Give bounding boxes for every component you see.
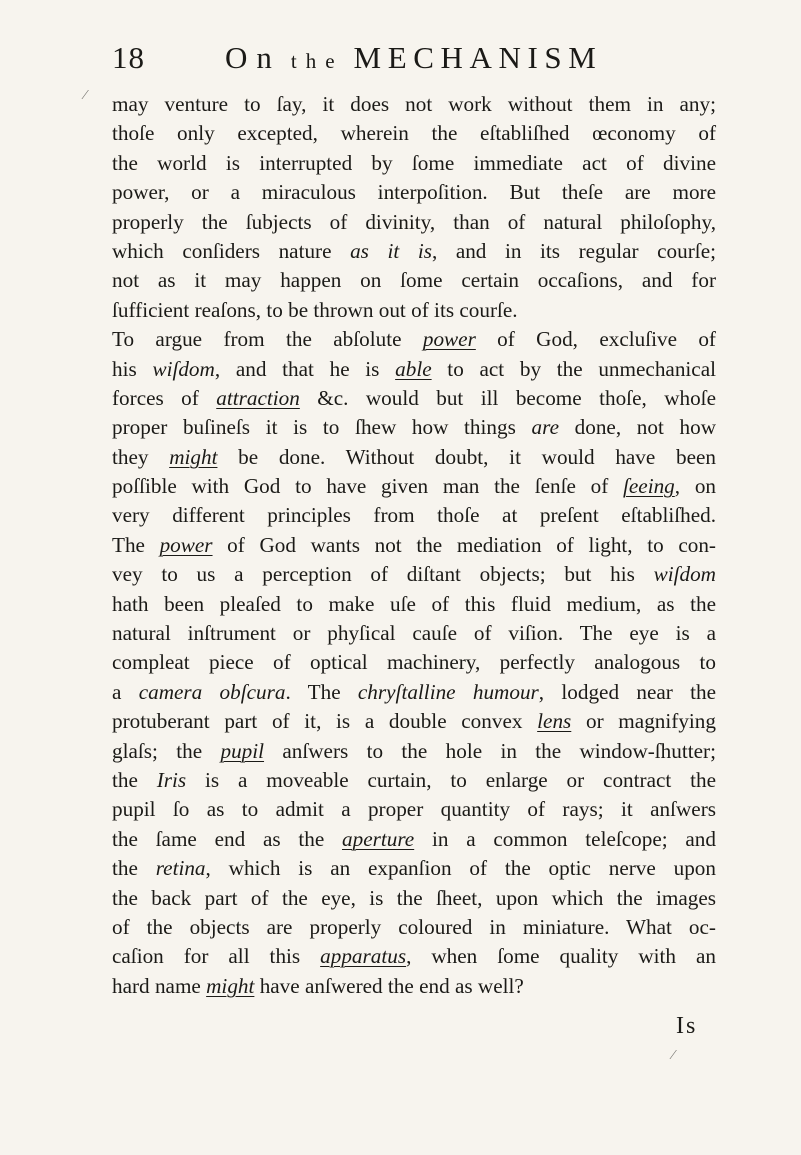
italic-phrase: wiſdom (152, 356, 215, 381)
italic-phrase: might (169, 444, 218, 469)
text-run: proper buſineſs it is to ſhew how things (112, 415, 532, 440)
text-run: the (112, 767, 157, 792)
page-header (112, 38, 712, 78)
text-run: poſſible with God to have given man the ſenſe of (112, 474, 623, 499)
text-line (112, 472, 716, 501)
text-run: , which is an expanſion of the optic nerve upon (205, 856, 716, 881)
text-line (112, 119, 716, 148)
text-line (112, 266, 716, 295)
italic-phrase: apparatus (320, 944, 407, 969)
text-line (112, 531, 716, 560)
italic-phrase: are (531, 415, 559, 440)
running-head-the: the (290, 49, 344, 73)
text-run: . The (285, 679, 358, 704)
italic-phrase: pupil (220, 738, 265, 763)
text-run: a (112, 679, 139, 704)
text-run: the back part of the eye, is the ſheet, upon which the images (112, 885, 716, 910)
text-line (112, 619, 716, 648)
text-run: the world is interrupted by ſome immediate act of divine (112, 150, 716, 175)
italic-phrase: power (422, 327, 476, 352)
text-run: of God, excluſive of (475, 327, 716, 352)
text-run: have anſwered the end as well? (254, 973, 524, 998)
text-run: thoſe only excepted, wherein the eſtabliſhed œconomy of (112, 121, 716, 146)
italic-phrase: Iris (156, 767, 187, 792)
text-run: his (112, 356, 153, 381)
running-head-mechanism: MECHANISM (353, 40, 603, 75)
text-line (112, 296, 716, 325)
text-line (112, 972, 716, 1001)
text-line (112, 355, 716, 384)
text-run: may venture to ſay, it does not work without them in any; (112, 92, 716, 116)
text-run: properly the ſubjects of divinity, than of natural philoſophy, (112, 209, 716, 234)
text-run: anſwers to the hole in the window-ſhutter; (264, 738, 716, 763)
text-line (112, 208, 716, 237)
text-run: To argue from the abſolute (112, 327, 423, 352)
text-run: caſion for all this (112, 944, 321, 969)
text-run: natural inſtrument or phyſical cauſe of viſion. The eye is a (112, 621, 716, 646)
text-run: is a moveable curtain, to enlarge or contract the (186, 767, 716, 792)
text-run: &c. would but ill become thoſe, whoſe (299, 385, 716, 410)
text-line (112, 443, 716, 472)
text-run: to act by the unmechanical (431, 356, 716, 381)
italic-phrase: attraction (216, 385, 300, 410)
page-number: 18 (112, 40, 145, 75)
italic-phrase: power (159, 532, 213, 557)
text-line (112, 766, 716, 795)
italic-phrase: able (395, 356, 432, 381)
text-run: power, or a miraculous interpoſition. But theſe are more (112, 180, 716, 205)
text-run: ſufficient reaſons, to be thrown out of its courſe. (112, 297, 518, 322)
ink-mark: ⁄ (84, 88, 87, 103)
text-run: The (112, 532, 160, 557)
text-run: , and that he is (214, 356, 396, 381)
italic-phrase: aperture (342, 826, 415, 851)
italic-phrase: retina (155, 856, 206, 881)
italic-phrase: wiſdom (653, 562, 716, 587)
italic-phrase: chryſtalline humour (357, 679, 539, 704)
italic-phrase: as it is (350, 238, 432, 263)
italic-phrase: camera obſcura (138, 679, 286, 704)
text-line (112, 707, 716, 736)
text-line (112, 678, 716, 707)
text-run: , when ſome quality with an (406, 944, 716, 969)
text-run: glaſs; the (112, 738, 221, 763)
text-line (112, 149, 716, 178)
text-run: , lodged near the (538, 679, 716, 704)
text-run: , and in its regular courſe; (431, 238, 716, 263)
text-line (112, 854, 716, 883)
text-run: done, not how (558, 415, 717, 440)
text-run: , on (674, 474, 717, 499)
text-line (112, 795, 716, 824)
text-run: protuberant part of it, is a double convex (112, 709, 538, 734)
text-run: forces of (112, 385, 217, 410)
text-line (112, 384, 716, 413)
ink-mark: ⁄ (672, 1048, 675, 1063)
text-run: or magnifying (571, 709, 716, 734)
running-head-on: On (225, 40, 281, 75)
text-run: be done. Without doubt, it would have been (217, 444, 717, 469)
text-line (112, 942, 716, 971)
text-run: of the objects are properly coloured in miniature. What oc- (112, 914, 716, 939)
body-text (112, 90, 716, 1001)
text-run: in a common teleſcope; and (414, 826, 716, 851)
text-line (112, 501, 716, 530)
text-run: the ſame end as the (112, 826, 343, 851)
text-run: vey to us a perception of diſtant objects; but his (112, 562, 654, 587)
text-run: the (112, 856, 156, 881)
text-line (112, 737, 716, 766)
text-line (112, 913, 716, 942)
text-line (112, 648, 716, 677)
italic-phrase: ſeeing (623, 474, 675, 499)
text-run: they (112, 444, 170, 469)
text-run: pupil ſo as to admit a proper quantity of rays; it anſwers (112, 797, 716, 822)
text-run: hard name (112, 973, 207, 998)
italic-phrase: lens (537, 709, 572, 734)
italic-phrase: might (206, 973, 255, 998)
text-run: compleat piece of optical machinery, perfectly analogous to (112, 650, 716, 675)
text-line (112, 884, 716, 913)
text-line (112, 178, 716, 207)
text-run: which conſiders nature (112, 238, 351, 263)
running-head (225, 38, 602, 81)
text-line (112, 90, 716, 119)
text-line (112, 560, 716, 589)
text-run: hath been pleaſed to make uſe of this fluid medium, as the (112, 591, 716, 616)
catchword: Is (676, 1013, 698, 1039)
text-line (112, 413, 716, 442)
text-line (112, 590, 716, 619)
text-line (112, 325, 716, 354)
text-run: not as it may happen on ſome certain occaſions, and for (112, 268, 716, 293)
text-line (112, 237, 716, 266)
text-line (112, 825, 716, 854)
text-run: very different principles from thoſe at preſent eſtabliſhed. (112, 503, 716, 528)
text-run: of God wants not the mediation of light, to con- (212, 532, 716, 557)
